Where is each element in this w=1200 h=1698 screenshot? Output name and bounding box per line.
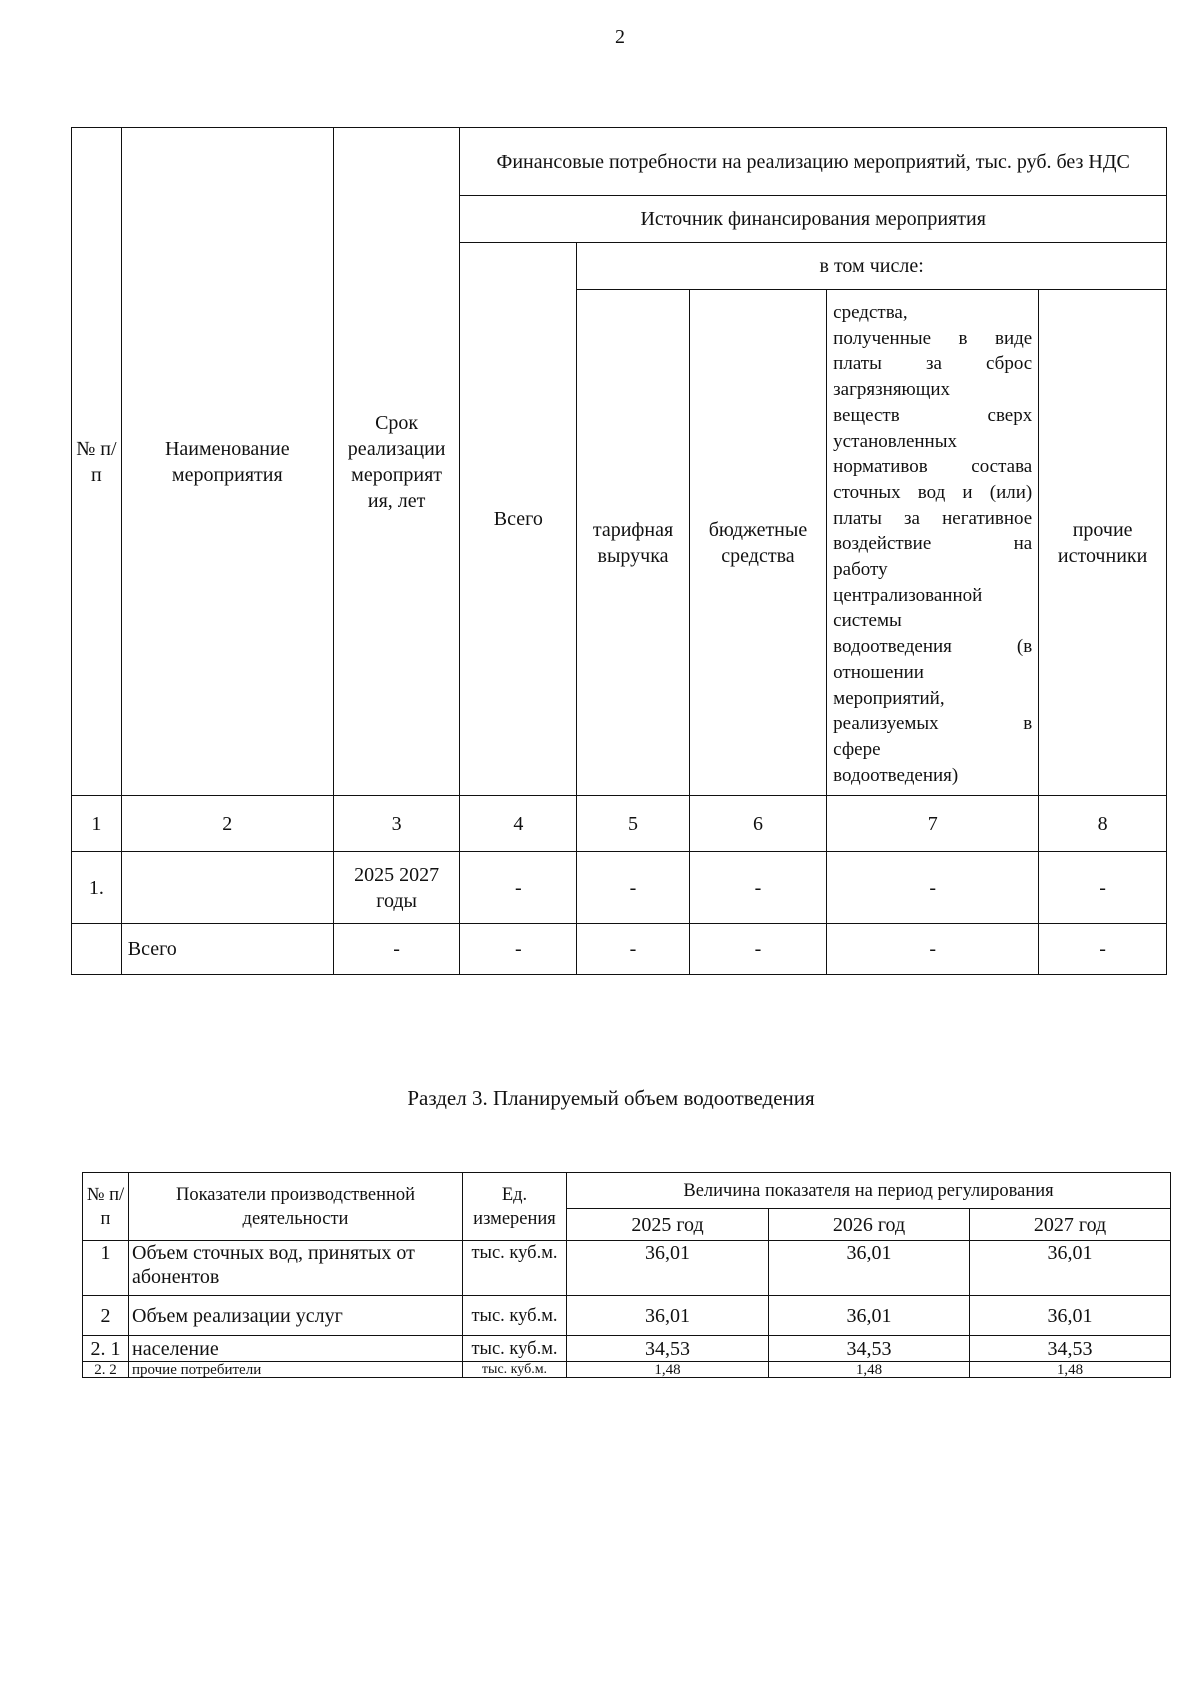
total-total: - — [460, 924, 577, 975]
row-total: - — [460, 852, 577, 924]
header-other-sources: прочие источники — [1039, 290, 1167, 796]
row-value: 1,48 — [567, 1362, 769, 1378]
row-num: 1. — [72, 852, 122, 924]
row-unit: тыс. куб.м. — [463, 1241, 567, 1296]
column-number: 1 — [72, 796, 122, 852]
table-row — [83, 1296, 1171, 1336]
total-label: Всего — [121, 924, 333, 975]
total-num-empty — [72, 924, 122, 975]
row-num: 1 — [83, 1241, 129, 1296]
header-num: № п/п — [83, 1173, 129, 1241]
table-row — [83, 1362, 1171, 1378]
column-number: 7 — [827, 796, 1039, 852]
row-value: 36,01 — [970, 1241, 1171, 1296]
row-indicator: Объем реализации услуг — [129, 1296, 463, 1336]
column-number: 3 — [333, 796, 460, 852]
planned-volume-table — [82, 1172, 1171, 1378]
column-number: 4 — [460, 796, 577, 852]
row-budget: - — [689, 852, 826, 924]
total-row — [72, 924, 1167, 975]
header-num: № п/п — [72, 128, 122, 796]
financial-needs-table — [71, 127, 1167, 975]
header-value: Величина показателя на период регулирования — [567, 1173, 1171, 1209]
header-total: Всего — [460, 243, 577, 796]
row-unit: тыс. куб.м. — [463, 1362, 567, 1378]
header-including: в том числе: — [577, 243, 1167, 290]
total-other: - — [1039, 924, 1167, 975]
row-tariff: - — [577, 852, 690, 924]
total-fees: - — [827, 924, 1039, 975]
row-unit: тыс. куб.м. — [463, 1336, 567, 1362]
row-indicator: прочие потребители — [129, 1362, 463, 1378]
column-numbers-row — [72, 796, 1167, 852]
row-indicator: население — [129, 1336, 463, 1362]
row-value: 34,53 — [970, 1336, 1171, 1362]
header-year: 2027 год — [970, 1209, 1171, 1241]
page-number: 2 — [615, 26, 625, 48]
row-value: 36,01 — [567, 1241, 769, 1296]
row-value: 1,48 — [769, 1362, 970, 1378]
row-value: 36,01 — [769, 1296, 970, 1336]
row-other: - — [1039, 852, 1167, 924]
header-budget-funds: бюджетные средства — [689, 290, 826, 796]
header-financial-needs: Финансовые потребности на реализацию мероприятий, тыс. руб. без НДС — [460, 128, 1167, 196]
header-funding-source: Источник финансирования мероприятия — [460, 196, 1167, 243]
table-row — [83, 1336, 1171, 1362]
column-number: 5 — [577, 796, 690, 852]
row-value: 36,01 — [769, 1241, 970, 1296]
total-tariff: - — [577, 924, 690, 975]
row-term: 2025 2027 годы — [333, 852, 460, 924]
header-year: 2025 год — [567, 1209, 769, 1241]
total-budget: - — [689, 924, 826, 975]
header-unit: Ед. измерения — [463, 1173, 567, 1241]
row-indicator: Объем сточных вод, принятых от абонентов — [129, 1241, 463, 1296]
row-unit: тыс. куб.м. — [463, 1296, 567, 1336]
column-number: 6 — [689, 796, 826, 852]
header-measure-name: Наименование мероприятия — [121, 128, 333, 796]
row-value: 36,01 — [970, 1296, 1171, 1336]
row-value: 1,48 — [970, 1362, 1171, 1378]
row-value: 34,53 — [769, 1336, 970, 1362]
column-number: 8 — [1039, 796, 1167, 852]
table-row — [83, 1241, 1171, 1296]
row-value: 36,01 — [567, 1296, 769, 1336]
header-year: 2026 год — [769, 1209, 970, 1241]
row-num: 2 — [83, 1296, 129, 1336]
header-term: Срок реализации мероприят ия, лет — [333, 128, 460, 796]
row-value: 34,53 — [567, 1336, 769, 1362]
column-number: 2 — [121, 796, 333, 852]
total-term: - — [333, 924, 460, 975]
row-fees: - — [827, 852, 1039, 924]
table-row — [72, 852, 1167, 924]
row-num: 2. 2 — [83, 1362, 129, 1378]
row-num: 2. 1 — [83, 1336, 129, 1362]
header-indicator: Показатели производственной деятельности — [129, 1173, 463, 1241]
header-pollution-fees: средства, полученные в виде платы за сброс загрязняющих веществ сверх установленных нормативов состава сточных вод и (или) платы за негативное воздействие на работу централизованной системы водоотведения (в отношении мероприятий, реализуемых в сфере водоотведения) — [827, 290, 1039, 796]
row-name — [121, 852, 333, 924]
section-3-title: Раздел 3. Планируемый объем водоотведения — [407, 1086, 815, 1110]
header-tariff-revenue: тарифная выручка — [577, 290, 690, 796]
